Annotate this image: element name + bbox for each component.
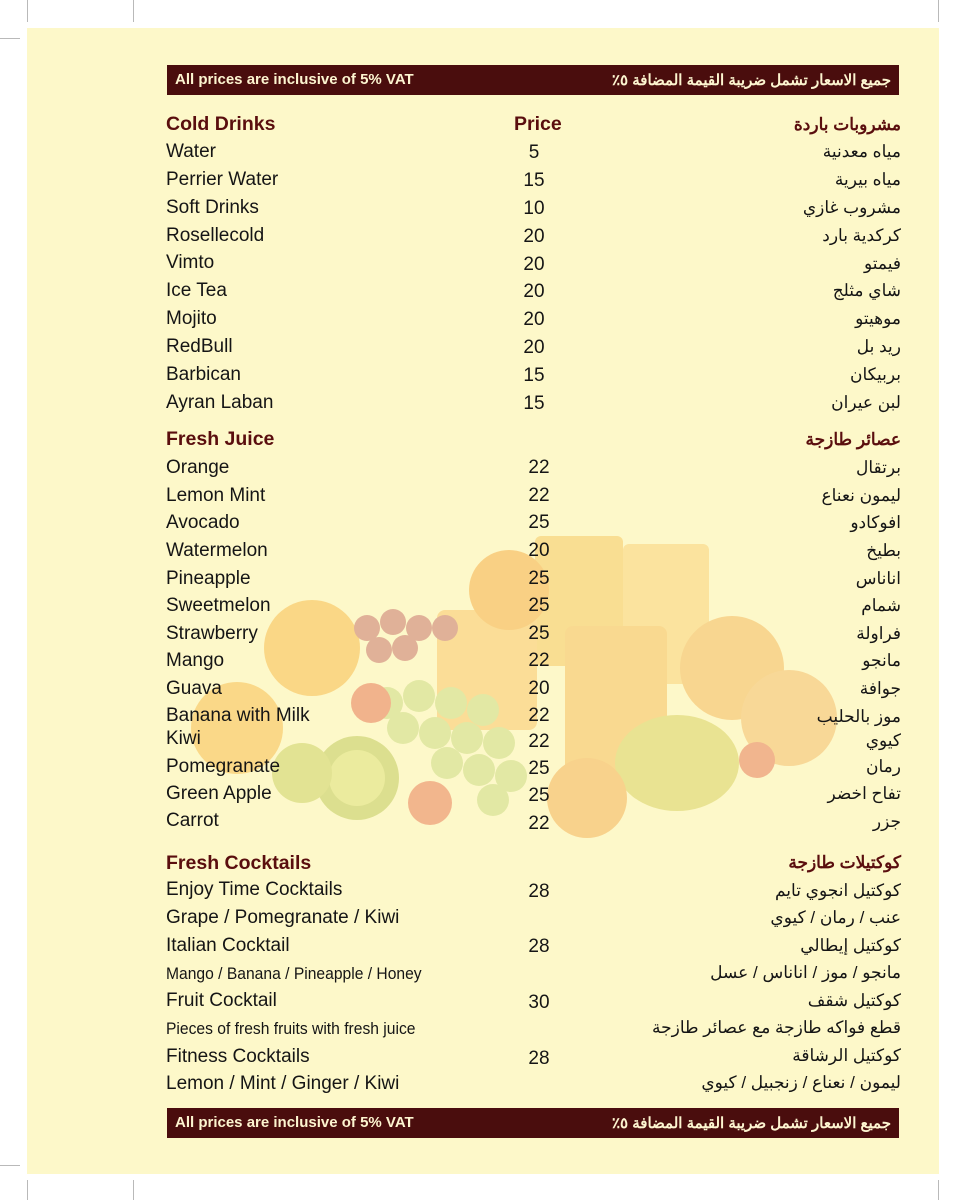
menu-item-name-ar: شاي مثلج xyxy=(832,281,901,300)
menu-item-price: 20 xyxy=(528,678,550,699)
menu-item-name: Barbican xyxy=(166,364,241,385)
menu-item-name-ar: مشروب غازي xyxy=(802,198,901,217)
cocktail-name: Fruit Cocktail xyxy=(166,990,277,1011)
crop-mark xyxy=(133,1180,134,1200)
menu-item-price: 25 xyxy=(528,595,550,616)
menu-item-price: 25 xyxy=(528,568,550,589)
menu-item-price: 22 xyxy=(528,457,550,478)
menu-item-name: Mojito xyxy=(166,308,217,329)
menu-page xyxy=(27,28,939,1174)
menu-item-price: 20 xyxy=(528,540,550,561)
crop-mark xyxy=(27,0,28,22)
menu-item-name: Vimto xyxy=(166,252,215,273)
menu-item-price: 15 xyxy=(523,365,545,386)
crop-mark xyxy=(133,0,134,22)
menu-item-price: 28 xyxy=(528,936,550,957)
crop-mark xyxy=(938,1180,939,1200)
menu-item-name: Pomegranate xyxy=(166,756,281,777)
cocktail-name-ar: كوكتيل شقف xyxy=(807,991,901,1010)
menu-item-price: 20 xyxy=(523,226,545,247)
menu-item-name: Perrier Water xyxy=(166,169,279,190)
crop-mark xyxy=(0,38,20,39)
menu-item-price: 22 xyxy=(528,731,550,752)
menu-item-price: 20 xyxy=(523,254,545,275)
menu-item-name-ar: بطيخ xyxy=(866,541,901,560)
menu-item-price: 20 xyxy=(523,309,545,330)
menu-item-price: 22 xyxy=(528,705,550,726)
menu-item-price: 5 xyxy=(528,142,540,163)
menu-item-name-ar: فراولة xyxy=(856,624,901,643)
menu-item-name-ar: موهيتو xyxy=(855,309,901,328)
menu-item-name: Banana with Milk xyxy=(166,705,310,726)
menu-item-price: 20 xyxy=(523,281,545,302)
menu-item-price: 28 xyxy=(528,881,550,902)
menu-item-name: RedBull xyxy=(166,336,233,357)
menu-item-name: Ayran Laban xyxy=(166,392,274,413)
menu-item-name: Mango xyxy=(166,650,225,671)
crop-mark xyxy=(27,1180,28,1200)
cold-drinks-title: Cold Drinks xyxy=(166,113,276,135)
menu-item-price: 22 xyxy=(528,650,550,671)
menu-item-price: 25 xyxy=(528,758,550,779)
crop-mark xyxy=(0,1165,20,1166)
menu-item-price: 25 xyxy=(528,785,550,806)
cocktail-name-ar: كوكتيل الرشاقة xyxy=(792,1046,901,1065)
cold-drinks-title-ar: مشروبات باردة xyxy=(793,115,901,134)
cocktail-description-ar: مانجو / موز / اناناس / عسل xyxy=(710,963,901,982)
cocktail-name-ar: كوكتيل انجوي تايم xyxy=(774,881,901,900)
crop-mark xyxy=(938,0,939,22)
menu-item-price: 15 xyxy=(523,170,545,191)
menu-item-name-ar: فيمتو xyxy=(864,254,901,273)
menu-item-name: Pineapple xyxy=(166,568,251,589)
menu-item-name: Guava xyxy=(166,678,222,699)
menu-item-name: Watermelon xyxy=(166,540,268,561)
menu-item-name: Green Apple xyxy=(166,783,272,804)
menu-item-price: 20 xyxy=(523,337,545,358)
menu-item-name-ar: مانجو xyxy=(862,651,901,670)
cocktail-description: Pieces of fresh fruits with fresh juice xyxy=(166,1019,416,1038)
menu-item-name-ar: مياه بيرية xyxy=(834,170,901,189)
menu-item-name-ar: كركدية بارد xyxy=(822,226,901,245)
menu-item-name-ar: ريد بل xyxy=(856,337,901,356)
menu-item-name: Water xyxy=(166,141,216,162)
menu-item-name: Sweetmelon xyxy=(166,595,271,616)
vat-notice-en: All prices are inclusive of 5% VAT xyxy=(175,1114,414,1131)
menu-item-name-ar: رمان xyxy=(866,757,901,776)
menu-item-name: Lemon Mint xyxy=(166,485,266,506)
fresh-juice-title: Fresh Juice xyxy=(166,428,275,450)
menu-item-name-ar: افوكادو xyxy=(850,513,901,532)
menu-item-name-ar: مياه معدنية xyxy=(822,142,901,161)
cocktail-name: Italian Cocktail xyxy=(166,935,290,956)
cocktail-name: Fitness Cocktails xyxy=(166,1046,310,1067)
menu-item-price: 25 xyxy=(528,623,550,644)
menu-item-name: Rosellecold xyxy=(166,225,265,246)
menu-item-name-ar: جوافة xyxy=(859,679,901,698)
price-column-header: Price xyxy=(514,113,562,135)
menu-item-name-ar: موز بالحليب xyxy=(816,707,901,726)
menu-item-price: 25 xyxy=(528,512,550,533)
vat-notice-ar: جميع الاسعار تشمل ضريبة القيمة المضافة ٥٪ xyxy=(611,1115,891,1132)
menu-item-price: 30 xyxy=(528,992,550,1013)
menu-item-price: 22 xyxy=(528,813,550,834)
menu-item-name-ar: بربيكان xyxy=(849,365,901,384)
menu-item-name-ar: اناناس xyxy=(855,569,901,588)
menu-item-name-ar: برتقال xyxy=(856,458,901,477)
vat-notice-en: All prices are inclusive of 5% VAT xyxy=(175,71,414,88)
fresh-cocktails-title: Fresh Cocktails xyxy=(166,852,312,874)
menu-item-name-ar: لبن عيران xyxy=(831,393,901,412)
menu-item-name: Strawberry xyxy=(166,623,258,644)
fresh-cocktails-title-ar: كوكتيلات طازجة xyxy=(788,853,901,872)
menu-item-name: Carrot xyxy=(166,810,219,831)
menu-item-price: 22 xyxy=(528,485,550,506)
menu-item-price: 28 xyxy=(528,1048,550,1069)
cocktail-description-ar: عنب / رمان / كيوي xyxy=(770,908,901,927)
menu-item-name: Kiwi xyxy=(166,728,201,749)
menu-item-price: 10 xyxy=(523,198,545,219)
cocktail-name-ar: كوكتيل إيطالي xyxy=(800,936,901,955)
cocktail-description: Lemon / Mint / Ginger / Kiwi xyxy=(166,1073,400,1094)
cocktail-description: Mango / Banana / Pineapple / Honey xyxy=(166,964,422,983)
cocktail-description: Grape / Pomegranate / Kiwi xyxy=(166,907,400,928)
menu-item-name-ar: ليمون نعناع xyxy=(821,486,901,505)
cocktail-description-ar: قطع فواكه طازجة مع عصائر طازجة xyxy=(652,1018,901,1037)
menu-item-price: 15 xyxy=(523,393,545,414)
menu-item-name: Orange xyxy=(166,457,230,478)
vat-notice-bar-bottom xyxy=(167,1108,899,1138)
vat-notice-ar: جميع الاسعار تشمل ضريبة القيمة المضافة ٥٪ xyxy=(611,72,891,89)
menu-item-name: Ice Tea xyxy=(166,280,227,301)
fresh-juice-title-ar: عصائر طازجة xyxy=(805,430,901,449)
menu-item-name: Avocado xyxy=(166,512,240,533)
menu-item-name-ar: تفاح اخضر xyxy=(827,784,901,803)
menu-item-name-ar: كيوي xyxy=(865,731,901,750)
menu-item-name-ar: شمام xyxy=(861,596,901,615)
cocktail-name: Enjoy Time Cocktails xyxy=(166,879,343,900)
menu-item-name-ar: جزر xyxy=(872,812,901,831)
menu-item-name: Soft Drinks xyxy=(166,197,259,218)
cocktail-description-ar: ليمون / نعناع / زنجبيل / كيوي xyxy=(701,1073,901,1092)
vat-notice-bar-top xyxy=(167,65,899,95)
